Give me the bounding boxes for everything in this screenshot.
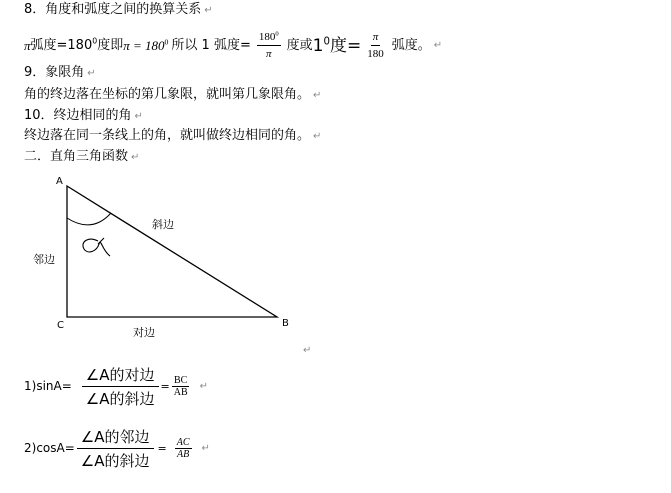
sin-fraction: [82, 364, 159, 409]
cos-label: 2)cosA=: [24, 441, 75, 455]
angle-arc: [67, 213, 111, 225]
adjacent-label: 邻边: [33, 253, 55, 266]
cos-numerator: ∠A的邻边: [77, 426, 154, 449]
cos-ratio-den: AB: [177, 448, 190, 460]
return-mark-icon: ↵: [131, 152, 140, 163]
sin-numerator: ∠A的对边: [82, 364, 159, 387]
return-mark-icon: ↵: [313, 90, 322, 101]
sin-denominator: ∠A的斜边: [85, 389, 155, 408]
return-mark-icon: ↵: [87, 68, 96, 79]
conv-part5: 度=: [329, 35, 362, 56]
cos-equals: =: [157, 441, 167, 455]
heading-9-text: 9．象限角: [24, 65, 85, 80]
return-mark-icon: ↵: [134, 111, 143, 122]
fraction-180-over-pi: $\frac{180^0}{\pi}$: [258, 30, 279, 60]
pi-equation: $\pi = 180^0$: [123, 37, 169, 53]
opposite-label: 对边: [133, 326, 155, 339]
fraction-pi-over-180: $\frac{\pi}{180}$: [367, 31, 384, 60]
triangle-shape: [67, 186, 277, 317]
cos-ratio: [175, 437, 192, 460]
return-mark-icon: ↵: [201, 442, 210, 454]
heading-10-text: 10．终边相同的角: [24, 108, 132, 123]
heading-8-text: 8．角度和弧度之间的换算关系: [24, 2, 202, 17]
heading-section-2-text: 二．直角三角函数: [24, 149, 129, 164]
cos-formula: [24, 423, 210, 473]
conv-part3: 所以 1 弧度=: [171, 37, 251, 53]
return-mark-icon: ↵: [303, 345, 312, 356]
text-9-content: 角的终边落在坐标的第几象限，就叫第几象限角。: [24, 87, 311, 102]
vertex-c-label: C: [57, 320, 64, 331]
vertex-a-label: A: [56, 176, 63, 187]
return-mark-icon: ↵: [204, 5, 213, 16]
hypotenuse-label: 斜边: [152, 218, 174, 231]
sin-ratio-num: BC: [174, 374, 188, 386]
sin-label: 1)sinA=: [24, 379, 72, 393]
conv-part1: 弧度$=180^0$: [30, 36, 98, 53]
return-mark-icon: ↵: [199, 380, 209, 392]
one-degree: $1^0$: [312, 35, 330, 56]
conv-part6: 弧度。: [391, 37, 431, 53]
cos-denominator: ∠A的斜边: [80, 451, 150, 470]
cos-fraction: [77, 426, 154, 471]
sin-ratio: [172, 375, 190, 398]
cos-ratio-num: AC: [176, 436, 190, 448]
sin-ratio-den: AB: [173, 386, 188, 398]
sin-equals: =: [160, 379, 170, 393]
return-mark-icon: ↵: [313, 131, 322, 142]
conv-part2: 度即: [97, 37, 124, 53]
sin-formula: [24, 361, 208, 411]
alpha-symbol: [83, 238, 110, 256]
return-mark-icon: ↵: [433, 39, 443, 51]
vertex-b-label: B: [282, 318, 289, 329]
conv-part4: 度或: [286, 37, 313, 53]
pi-symbol: π: [24, 37, 31, 53]
text-10-content: 终边落在同一条线上的角，就叫做终边相同的角。: [24, 128, 311, 143]
